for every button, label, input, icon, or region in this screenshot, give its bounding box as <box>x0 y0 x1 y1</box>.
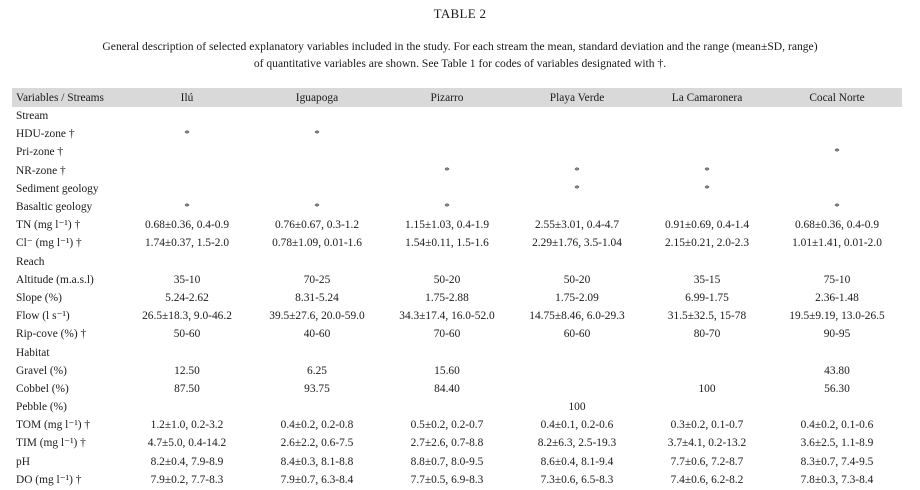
value-cell <box>772 343 902 361</box>
table-row <box>12 162 902 180</box>
header-stream: Pizarro <box>430 91 464 104</box>
value-cell: 0.76±0.67, 0.3-1.2 <box>274 219 360 232</box>
value-cell: 100 <box>568 401 586 414</box>
value-cell: 34.3±17.4, 16.0-52.0 <box>399 310 495 323</box>
value-cell: 2.6±2.2, 0.6-7.5 <box>280 437 354 450</box>
value-cell <box>252 398 382 416</box>
value-cell: 60-60 <box>563 328 591 341</box>
value-cell <box>512 253 642 271</box>
value-cell: 7.8±0.3, 7.3-8.4 <box>800 473 874 486</box>
value-cell: 8.8±0.7, 8.0-9.5 <box>410 455 484 468</box>
value-cell: 2.15±0.21, 2.0-2.3 <box>664 237 750 250</box>
value-cell <box>512 143 642 161</box>
row-label: NR-zone † <box>16 164 66 177</box>
table-row <box>12 125 902 143</box>
value-cell: 1.54±0.11, 1.5-1.6 <box>405 237 489 250</box>
value-cell <box>382 343 512 361</box>
value-cell <box>512 125 642 143</box>
data-table <box>12 88 902 489</box>
marker-cell: * <box>444 164 450 177</box>
marker-cell: * <box>834 146 840 159</box>
table-row <box>12 307 902 325</box>
header-stream: Cocal Norte <box>809 91 865 104</box>
table-row <box>12 398 902 416</box>
value-cell: 8.3±0.7, 7.4-9.5 <box>800 455 874 468</box>
value-cell <box>772 125 902 143</box>
value-cell <box>642 343 772 361</box>
row-label: Gravel (%) <box>16 364 67 377</box>
value-cell <box>642 253 772 271</box>
marker-cell: * <box>704 182 710 195</box>
marker-cell: * <box>314 128 320 141</box>
row-label: Flow (l s⁻¹) <box>16 310 70 323</box>
marker-cell: * <box>444 201 450 214</box>
value-cell: 1.2±1.0, 0.2-3.2 <box>150 419 224 432</box>
value-cell <box>772 180 902 198</box>
value-cell: 75-10 <box>823 273 851 286</box>
value-cell: 2.36-1.48 <box>815 291 859 304</box>
value-cell <box>642 143 772 161</box>
value-cell: 39.5±27.6, 20.0-59.0 <box>269 310 365 323</box>
value-cell <box>252 180 382 198</box>
caption-line-1: General description of selected explanatory variables included in the study. For each stream the mean, standard deviation and the range (mean±SD, range) <box>102 40 818 53</box>
row-label: pH <box>16 455 30 468</box>
value-cell <box>642 398 772 416</box>
value-cell: 1.74±0.37, 1.5-2.0 <box>144 237 230 250</box>
marker-cell: * <box>834 201 840 214</box>
table-row <box>12 416 902 434</box>
value-cell: 14.75±8.46, 6.0-29.3 <box>529 310 625 323</box>
value-cell: 12.50 <box>174 364 200 377</box>
table-row <box>12 471 902 489</box>
table-row <box>12 453 902 471</box>
table-row <box>12 325 902 343</box>
value-cell: 70-25 <box>303 273 331 286</box>
value-cell: 70-60 <box>433 328 461 341</box>
value-cell <box>122 162 252 180</box>
value-cell: 7.9±0.7, 6.3-8.4 <box>280 473 354 486</box>
value-cell: 0.78±1.09, 0.01-1.6 <box>272 237 362 250</box>
value-cell <box>382 125 512 143</box>
value-cell: 1.75-2.88 <box>425 291 469 304</box>
value-cell: 7.9±0.2, 7.7-8.3 <box>150 473 224 486</box>
value-cell <box>252 253 382 271</box>
value-cell: 8.2±6.3, 2.5-19.3 <box>537 437 617 450</box>
value-cell: 50-60 <box>173 328 201 341</box>
row-label: HDU-zone † <box>16 128 75 141</box>
row-label: Reach <box>16 255 45 268</box>
value-cell <box>642 107 772 125</box>
value-cell <box>122 107 252 125</box>
value-cell: 8.2±0.4, 7.9-8.9 <box>150 455 224 468</box>
row-label: TN (mg l⁻¹) † <box>16 219 81 232</box>
table-row <box>12 180 902 198</box>
row-label: Pebble (%) <box>16 401 67 414</box>
table-row <box>12 434 902 452</box>
table-row <box>12 234 902 252</box>
value-cell: 4.7±5.0, 0.4-14.2 <box>147 437 227 450</box>
value-cell <box>382 253 512 271</box>
value-cell: 15.60 <box>434 364 460 377</box>
value-cell: 87.50 <box>174 382 200 395</box>
row-label: Slope (%) <box>16 291 62 304</box>
table-row <box>12 143 902 161</box>
table-row <box>12 271 902 289</box>
value-cell: 6.99-1.75 <box>685 291 729 304</box>
row-label: Habitat <box>16 346 50 359</box>
value-cell: 0.91±0.69, 0.4-1.4 <box>664 219 750 232</box>
value-cell <box>252 143 382 161</box>
row-label: TIM (mg l⁻¹) † <box>16 437 86 450</box>
header-stream: Ilú <box>180 91 194 104</box>
value-cell <box>772 107 902 125</box>
row-label: Cobbel (%) <box>16 382 69 395</box>
table-row <box>12 253 902 271</box>
value-cell <box>642 125 772 143</box>
value-cell <box>772 162 902 180</box>
value-cell: 7.4±0.6, 6.2-8.2 <box>670 473 744 486</box>
value-cell: 40-60 <box>303 328 331 341</box>
value-cell: 7.3±0.6, 6.5-8.3 <box>540 473 614 486</box>
value-cell <box>642 198 772 216</box>
value-cell: 56.30 <box>824 382 850 395</box>
value-cell <box>252 343 382 361</box>
value-cell <box>382 143 512 161</box>
header-stream: Iguapoga <box>295 91 339 104</box>
marker-cell: * <box>184 128 190 141</box>
table-row <box>12 343 902 361</box>
value-cell: 8.31-5.24 <box>295 291 339 304</box>
value-cell: 1.15±1.03, 0.4-1.9 <box>404 219 490 232</box>
value-cell <box>512 198 642 216</box>
table-title: TABLE 2 <box>433 6 487 21</box>
value-cell: 31.5±32.5, 15-78 <box>667 310 747 323</box>
value-cell: 0.4±0.2, 0.1-0.6 <box>800 419 874 432</box>
row-label: Pri-zone † <box>16 146 64 159</box>
table-row <box>12 380 902 398</box>
value-cell <box>772 398 902 416</box>
header-stream: Playa Verde <box>549 91 605 104</box>
value-cell <box>122 180 252 198</box>
row-label: TOM (mg l⁻¹) † <box>16 419 91 432</box>
table-row <box>12 107 902 125</box>
value-cell <box>512 362 642 380</box>
value-cell: 100 <box>698 382 716 395</box>
value-cell: 93.75 <box>304 382 330 395</box>
value-cell: 2.55±3.01, 0.4-4.7 <box>534 219 620 232</box>
value-cell: 0.68±0.36, 0.4-0.9 <box>794 219 880 232</box>
value-cell: 1.75-2.09 <box>555 291 599 304</box>
caption-line-2: of quantitative variables are shown. See Table 1 for codes of variables designated with †. <box>253 57 667 70</box>
value-cell <box>252 162 382 180</box>
value-cell: 50-20 <box>563 273 591 286</box>
value-cell: 8.4±0.3, 8.1-8.8 <box>280 455 354 468</box>
value-cell: 50-20 <box>433 273 461 286</box>
value-cell: 26.5±18.3, 9.0-46.2 <box>142 310 232 323</box>
header-row <box>12 88 902 107</box>
marker-cell: * <box>704 164 710 177</box>
value-cell <box>122 143 252 161</box>
value-cell: 0.68±0.36, 0.4-0.9 <box>144 219 230 232</box>
value-cell <box>122 343 252 361</box>
row-label: Cl⁻ (mg l⁻¹) † <box>16 237 82 250</box>
value-cell <box>382 398 512 416</box>
value-cell: 19.5±9.19, 13.0-26.5 <box>789 310 885 323</box>
value-cell <box>772 253 902 271</box>
value-cell: 7.7±0.5, 6.9-8.3 <box>410 473 484 486</box>
marker-cell: * <box>574 164 580 177</box>
value-cell <box>512 107 642 125</box>
row-label: Sediment geology <box>16 182 99 195</box>
value-cell <box>382 107 512 125</box>
row-label: Basaltic geology <box>16 201 93 214</box>
table-row <box>12 362 902 380</box>
row-label: Stream <box>16 110 49 123</box>
value-cell: 8.6±0.4, 8.1-9.4 <box>540 455 614 468</box>
header-variables: Variables / Streams <box>16 91 104 104</box>
value-cell: 90-95 <box>823 328 851 341</box>
table-body <box>12 107 902 489</box>
value-cell: 2.29±1.76, 3.5-1.04 <box>532 237 622 250</box>
value-cell: 1.01±1.41, 0.01-2.0 <box>792 237 882 250</box>
value-cell <box>642 362 772 380</box>
table-row <box>12 289 902 307</box>
value-cell: 0.4±0.2, 0.2-0.8 <box>280 419 354 432</box>
value-cell: 2.7±2.6, 0.7-8.8 <box>410 437 484 450</box>
value-cell: 5.24-2.62 <box>165 291 209 304</box>
value-cell: 7.7±0.6, 7.2-8.7 <box>670 455 744 468</box>
marker-cell: * <box>574 182 580 195</box>
row-label: Rip-cove (%) † <box>16 328 87 341</box>
value-cell: 84.40 <box>434 382 460 395</box>
value-cell <box>122 253 252 271</box>
value-cell: 3.7±4.1, 0.2-13.2 <box>667 437 747 450</box>
value-cell: 6.25 <box>307 364 327 377</box>
value-cell: 35-15 <box>693 273 721 286</box>
value-cell <box>122 398 252 416</box>
value-cell <box>252 107 382 125</box>
table-row <box>12 216 902 234</box>
value-cell: 43.80 <box>824 364 850 377</box>
value-cell: 0.5±0.2, 0.2-0.7 <box>410 419 484 432</box>
value-cell: 3.6±2.5, 1.1-8.9 <box>800 437 874 450</box>
row-label: Altitude (m.a.s.l) <box>16 273 94 286</box>
value-cell <box>512 380 642 398</box>
header-stream: La Camaronera <box>671 91 743 104</box>
table-row <box>12 198 902 216</box>
marker-cell: * <box>184 201 190 214</box>
value-cell: 80-70 <box>693 328 721 341</box>
value-cell: 35-10 <box>173 273 201 286</box>
value-cell: 0.3±0.2, 0.1-0.7 <box>670 419 744 432</box>
row-label: DO (mg l⁻¹) † <box>16 473 82 486</box>
value-cell <box>382 180 512 198</box>
marker-cell: * <box>314 201 320 214</box>
value-cell <box>512 343 642 361</box>
value-cell: 0.4±0.1, 0.2-0.6 <box>540 419 614 432</box>
